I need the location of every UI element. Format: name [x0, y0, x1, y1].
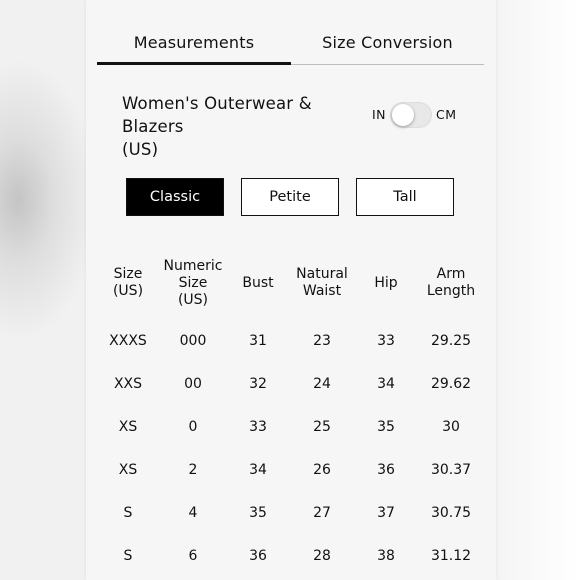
cell-hip: 36	[377, 462, 395, 478]
background-left	[0, 0, 88, 580]
header-arm-length: Arm Length	[426, 266, 476, 299]
cell-hip: 35	[377, 419, 395, 435]
cell-numeric-size: 2	[188, 462, 198, 478]
cell-arm-length: 29.62	[430, 376, 472, 392]
header-numeric-size: Numeric Size (US)	[163, 257, 223, 308]
unit-toggle	[370, 100, 460, 130]
unit-switch[interactable]	[390, 102, 432, 128]
cell-size: XXXS	[109, 333, 147, 349]
header-hip: Hip	[374, 274, 398, 291]
table-row	[96, 449, 484, 492]
fit-classic-button[interactable]: Classic	[126, 178, 224, 216]
cell-numeric-size: 000	[179, 333, 207, 349]
tab-measurements[interactable]: Measurements	[133, 33, 255, 52]
tab-bar	[97, 22, 484, 66]
size-table	[96, 256, 484, 564]
cell-arm-length: 31.12	[430, 548, 472, 564]
cell-numeric-size: 6	[188, 548, 198, 564]
unit-label-cm: CM	[436, 107, 457, 122]
cell-bust: 36	[249, 548, 267, 564]
cell-hip: 33	[377, 333, 395, 349]
active-tab-indicator	[97, 62, 291, 65]
fit-petite-button[interactable]: Petite	[241, 178, 339, 216]
cell-bust: 35	[249, 505, 267, 521]
cell-size: XS	[118, 419, 138, 435]
unit-switch-knob	[392, 104, 414, 126]
header-bust: Bust	[242, 274, 274, 291]
cell-arm-length: 29.25	[430, 333, 472, 349]
table-row	[96, 320, 484, 363]
cell-size: XS	[118, 462, 138, 478]
cell-numeric-size: 4	[188, 505, 198, 521]
cell-natural-waist: 23	[313, 333, 331, 349]
cell-numeric-size: 0	[188, 419, 198, 435]
table-row	[96, 535, 484, 578]
cell-bust: 31	[249, 333, 267, 349]
table-row	[96, 492, 484, 535]
cell-bust: 33	[249, 419, 267, 435]
cell-arm-length: 30	[442, 419, 460, 435]
tab-divider	[291, 64, 484, 65]
cell-arm-length: 30.37	[430, 462, 472, 478]
cell-natural-waist: 27	[313, 505, 331, 521]
table-row	[96, 406, 484, 449]
cell-numeric-size: 00	[184, 376, 202, 392]
cell-hip: 37	[377, 505, 395, 521]
header-natural-waist: Natural Waist	[296, 266, 348, 299]
cell-hip: 38	[377, 548, 395, 564]
tab-size-conversion[interactable]: Size Conversion	[322, 33, 453, 52]
section-title	[122, 92, 372, 161]
unit-label-in: IN	[372, 107, 387, 122]
cell-natural-waist: 25	[313, 419, 331, 435]
cell-hip: 34	[377, 376, 395, 392]
cell-bust: 34	[249, 462, 267, 478]
cell-arm-length: 30.75	[430, 505, 472, 521]
size-chart-panel	[86, 0, 496, 580]
section-title-line-2: (US)	[122, 140, 159, 159]
background-right	[496, 0, 580, 580]
cell-size: S	[123, 548, 133, 564]
header-size-us: Size (US)	[112, 266, 144, 299]
table-row	[96, 363, 484, 406]
cell-natural-waist: 28	[313, 548, 331, 564]
table-header	[96, 256, 484, 326]
fit-tall-button[interactable]: Tall	[356, 178, 454, 216]
cell-size: XXS	[113, 376, 143, 392]
cell-bust: 32	[249, 376, 267, 392]
cell-size: S	[123, 505, 133, 521]
cell-natural-waist: 26	[313, 462, 331, 478]
section-title-line-1: Women's Outerwear & Blazers	[122, 94, 312, 136]
cell-natural-waist: 24	[313, 376, 331, 392]
